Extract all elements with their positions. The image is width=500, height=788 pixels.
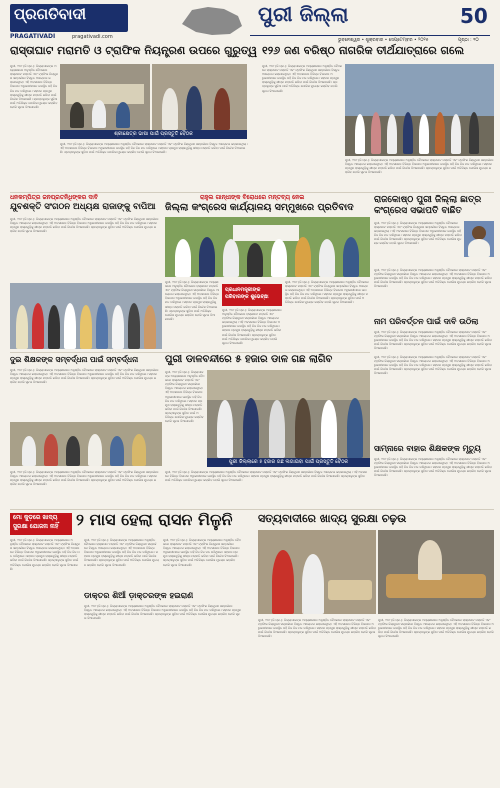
headline-student: କଂଗ୍ରେସ ସଭାପତି ବାଛିତ bbox=[374, 206, 462, 216]
photo-meeting bbox=[60, 64, 150, 130]
headline-food-safety: ସତ୍ୟବାଦୀରେ ଖାଦ୍ୟ ସୁରକ୍ଷା ଚଢ଼ଉ bbox=[258, 512, 407, 525]
section-title: ପୁରୀ ଜିଲ୍ଲା bbox=[258, 2, 349, 26]
article-text: ପୁରୀ, ୨୨ା୯ (ନି.ପ୍ର.): ଜିଲ୍ଲାପାଳଙ୍କ ଅଧ୍ୟକ୍ଷତାରେ ଅନୁଷ୍ଠିତ ବୈଠକରେ ରାସ୍ତାଘାଟ ମରାମତି ଏବଂ ଟ୍ରାଫିକ ନିୟନ୍ତ୍ରଣ ସମ୍ପର୍କରେ ବିସ୍ତୃତ ଆଲୋଚନା କରାଯାଇଥିଲା। ଏହି ଅବସରରେ ବିଭିନ୍ନ ବିଭାଗର ଅଧିକାରୀମାନେ ଉପସ୍ଥିତ ରହି ନିଜ ନିଜ ମତ ରଖିଥିଲେ। ସହରର ପ୍ରମୁଖ ରାସ୍ତାଗୁଡ଼ିକୁ ଶୀଘ୍ର ମରାମତି କରିବା ପାଇଁ ନିର୍ଦ୍ଦେଶ ଦିଆଯାଇଛି। ଶ୍ରଦ୍ଧାଳୁଙ୍କ ସୁବିଧା ପାଇଁ ଅତିରିକ୍ତ ପୋଲିସ ମୁତୟନ କରାଯିବ ବୋଲି ସୂଚନା ଦିଆଯାଇଛି। bbox=[374, 355, 492, 376]
article-text: ପୁରୀ, ୨୨ା୯ (ନି.ପ୍ର.): ଜିଲ୍ଲାପାଳଙ୍କ ଅଧ୍ୟକ୍ଷତାରେ ଅନୁଷ୍ଠିତ ବୈଠକରେ ରାସ୍ତାଘାଟ ମରାମତି ଏବଂ ଟ୍ରାଫିକ ନିୟନ୍ତ୍ରଣ ସମ୍ପର୍କରେ ବିସ୍ତୃତ ଆଲୋଚନା କରାଯାଇଥିଲା। ଏହି ଅବସରରେ ବିଭିନ୍ନ ବିଭାଗର ଅଧିକାରୀମାନେ ଉପସ୍ଥିତ ରହି ନିଜ ନିଜ ମତ ରଖିଥିଲେ। ସହରର ପ୍ରମୁଖ ରାସ୍ତାଗୁଡ଼ିକୁ ଶୀଘ୍ର ମରାମତି କରିବା ପାଇଁ ନିର୍ଦ୍ଦେଶ ଦିଆଯାଇଛି। ଶ୍ରଦ୍ଧାଳୁଙ୍କ ସୁବିଧା ପାଇଁ ଅତିରିକ୍ତ ପୋଲିସ ମୁତୟନ କରାଯିବ ବୋଲି ସୂଚନା ଦିଆଯାଇଛି। bbox=[374, 457, 492, 478]
headline-rename: ନାମ ପରିବର୍ତ୍ତନ ପାଇଁ ଦାବି ଉଠିଲା bbox=[374, 317, 479, 326]
caption-meeting: ଶ୍ରୀକ୍ଷେତ୍ର ଭାଷା ପାଇଁ ପ୍ରସ୍ତୁତି ବୈଠକ bbox=[60, 130, 247, 139]
pm-box bbox=[222, 284, 282, 306]
article-text: ପୁରୀ, ୨୨ା୯ (ନି.ପ୍ର.): ଜିଲ୍ଲାପାଳଙ୍କ ଅଧ୍ୟକ୍ଷତାରେ ଅନୁଷ୍ଠିତ ବୈଠକରେ ରାସ୍ତାଘାଟ ମରାମତି ଏବଂ ଟ୍ରାଫିକ ନିୟନ୍ତ୍ରଣ ସମ୍ପର୍କରେ ବିସ୍ତୃତ ଆଲୋଚନା କରାଯାଇଥିଲା। ଏହି ଅବସରରେ ବିଭିନ୍ନ ବିଭାଗର ଅଧିକାରୀମାନେ ଉପସ୍ଥିତ ରହି ନିଜ ନିଜ ମତ ରଖିଥିଲେ। ସହରର ପ୍ରମୁଖ ରାସ୍ତାଗୁଡ଼ିକୁ ଶୀଘ୍ର ମରାମତି କରିବା ପାଇଁ ନିର୍ଦ୍ଦେଶ ଦିଆଯାଇଛି। ଶ୍ରଦ୍ଧାଳୁଙ୍କ ସୁବିଧା ପାଇଁ ଅତିରିକ୍ତ ପୋଲିସ ମୁତୟନ କରାଯିବ ବୋଲି ସୂଚନା ଦିଆଯାଇଛି। bbox=[10, 217, 159, 234]
headline-student: ରାଜକୋଷ୍ଠ ପୁରୀ ଜିଲ୍ଲା ଛାତ୍ର bbox=[374, 195, 482, 205]
photo-protest bbox=[165, 217, 370, 277]
caption-tree-meeting: ପୁରୀ ଜିଲ୍ଲାରେ ୫ ହଜାର ଗଛ ଲଗାଇବା ପାଇଁ ପ୍ରସ୍ତୁତି ବୈଠକ bbox=[207, 458, 370, 467]
photo-youth-group bbox=[10, 283, 162, 349]
article-text: ପୁରୀ, ୨୨ା୯ (ନି.ପ୍ର.): ଜିଲ୍ଲାପାଳଙ୍କ ଅଧ୍ୟକ୍ଷତାରେ ଅନୁଷ୍ଠିତ ବୈଠକରେ ରାସ୍ତାଘାଟ ମରାମତି ଏବଂ ଟ୍ରାଫିକ ନିୟନ୍ତ୍ରଣ ସମ୍ପର୍କରେ ବିସ୍ତୃତ ଆଲୋଚନା କରାଯାଇଥିଲା। ଏହି ଅବସରରେ ବିଭିନ୍ନ ବିଭାଗର ଅଧିକାରୀମାନେ ଉପସ୍ଥିତ ରହି ନିଜ ନିଜ ମତ ରଖିଥିଲେ। ସହରର ପ୍ରମୁଖ ରାସ୍ତାଗୁଡ଼ିକୁ ଶୀଘ୍ର ମରାମତି କରିବା ପାଇଁ ନିର୍ଦ୍ଦେଶ ଦିଆଯାଇଛି। ଶ୍ରଦ୍ଧାଳୁଙ୍କ ସୁବିଧା ପାଇଁ ଅତିରିକ୍ତ ପୋଲିସ ମୁତୟନ କରାଯିବ ବୋଲି ସୂଚନା ଦିଆଯାଇଛି। bbox=[345, 158, 494, 175]
article-text: ପୁରୀ, ୨୨ା୯ (ନି.ପ୍ର.): ଜିଲ୍ଲାପାଳଙ୍କ ଅଧ୍ୟକ୍ଷତାରେ ଅନୁଷ୍ଠିତ ବୈଠକରେ ରାସ୍ତାଘାଟ ମରାମତି ଏବଂ ଟ୍ରାଫିକ ନିୟନ୍ତ୍ରଣ ସମ୍ପର୍କରେ ବିସ୍ତୃତ ଆଲୋଚନା କରାଯାଇଥିଲା। ଏହି ଅବସରରେ ବିଭିନ୍ନ ବିଭାଗର ଅଧିକାରୀମାନେ ଉପସ୍ଥିତ ରହି ନିଜ ନିଜ ମତ ରଖିଥିଲେ। ସହରର ପ୍ରମୁଖ ରାସ୍ତାଗୁଡ଼ିକୁ ଶୀଘ୍ର ମରାମତି କରିବା ପାଇଁ ନିର୍ଦ୍ଦେଶ ଦିଆଯାଇଛି। ଶ୍ରଦ୍ଧାଳୁଙ୍କ ସୁବିଧା ପାଇଁ ଅତିରିକ୍ତ ପୋଲିସ ମୁତୟନ କରାଯିବ ବୋଲି ସୂଚନା ଦିଆଯାଇଛି। bbox=[10, 64, 59, 109]
dateline: ଭୁବନେଶ୍ୱର • ଶୁକ୍ରବାର • ସେପ୍ଟେମ୍ବର • ୨୦୨୫ bbox=[338, 38, 429, 43]
article-text: ପୁରୀ, ୨୨ା୯ (ନି.ପ୍ର.): ଜିଲ୍ଲାପାଳଙ୍କ ଅଧ୍ୟକ୍ଷତାରେ ଅନୁଷ୍ଠିତ ବୈଠକରେ ରାସ୍ତାଘାଟ ମରାମତି ଏବଂ ଟ୍ରାଫିକ ନିୟନ୍ତ୍ରଣ ସମ୍ପର୍କରେ ବିସ୍ତୃତ ଆଲୋଚନା କରାଯାଇଥିଲା। ଏହି ଅବସରରେ ବିଭିନ୍ନ ବିଭାଗର ଅଧିକାରୀମାନେ ଉପସ୍ଥିତ ରହି ନିଜ ନିଜ ମତ ରଖିଥିଲେ। ସହରର ପ୍ରମୁଖ ରାସ୍ତାଗୁଡ଼ିକୁ ଶୀଘ୍ର ମରାମତି କରିବା ପାଇଁ ନିର୍ଦ୍ଦେଶ ଦିଆଯାଇଛି। ଶ୍ରଦ୍ଧାଳୁଙ୍କ ସୁବିଧା ପାଇଁ ଅତିରିକ୍ତ ପୋଲିସ ମୁତୟନ କରାଯିବ ବୋଲି ସୂଚନା ଦିଆଯାଇଛି। bbox=[10, 470, 159, 487]
anniversary-number: 50 bbox=[460, 4, 488, 28]
logo bbox=[10, 4, 128, 32]
headline-ration: ୨ ମାସ ହେଲା ରାସନ ମିଳୁନି bbox=[76, 510, 233, 529]
article-text: ପୁରୀ, ୨୨ା୯ (ନି.ପ୍ର.): ଜିଲ୍ଲାପାଳଙ୍କ ଅଧ୍ୟକ୍ଷତାରେ ଅନୁଷ୍ଠିତ ବୈଠକରେ ରାସ୍ତାଘାଟ ମରାମତି ଏବଂ ଟ୍ରାଫିକ ନିୟନ୍ତ୍ରଣ ସମ୍ପର୍କରେ ବିସ୍ତୃତ ଆଲୋଚନା କରାଯାଇଥିଲା। ଏହି ଅବସରରେ ବିଭିନ୍ନ ବିଭାଗର ଅଧିକାରୀମାନେ ଉପସ୍ଥିତ ରହି ନିଜ ନିଜ ମତ ରଖିଥିଲେ। ସହରର ପ୍ରମୁଖ ରାସ୍ତାଗୁଡ଼ିକୁ ଶୀଘ୍ର ମରାମତି କରିବା ପାଇଁ ନିର୍ଦ୍ଦେଶ ଦିଆଯାଇଛି। ଶ୍ରଦ୍ଧାଳୁଙ୍କ ସୁବିଧା ପାଇଁ ଅତିରିକ୍ତ ପୋଲିସ ମୁତୟନ କରାଯିବ ବୋଲି ସୂଚନା ଦିଆଯାଇଛି। bbox=[374, 268, 492, 289]
article-text: ପୁରୀ, ୨୨ା୯ (ନି.ପ୍ର.): ଜିଲ୍ଲାପାଳଙ୍କ ଅଧ୍ୟକ୍ଷତାରେ ଅନୁଷ୍ଠିତ ବୈଠକରେ ରାସ୍ତାଘାଟ ମରାମତି ଏବଂ ଟ୍ରାଫିକ ନିୟନ୍ତ୍ରଣ ସମ୍ପର୍କରେ ବିସ୍ତୃତ ଆଲୋଚନା କରାଯାଇଥିଲା। ଏହି ଅବସରରେ ବିଭିନ୍ନ ବିଭାଗର ଅଧିକାରୀମାନେ ଉପସ୍ଥିତ ରହି ନିଜ ନିଜ ମତ ରଖିଥିଲେ। ସହରର ପ୍ରମୁଖ ରାସ୍ତାଗୁଡ଼ିକୁ ଶୀଘ୍ର ମରାମତି କରିବା ପାଇଁ ନିର୍ଦ୍ଦେଶ ଦିଆଯାଇଛି। ଶ୍ରଦ୍ଧାଳୁଙ୍କ ସୁବିଧା ପାଇଁ ଅତିରିକ୍ତ ପୋଲିସ ମୁତୟନ କରାଯିବ ବୋଲି ସୂଚନା ଦିଆଯାଇଛି। bbox=[165, 370, 205, 424]
photo-tree-meeting bbox=[207, 370, 370, 458]
article-text: ପୁରୀ, ୨୨ା୯ (ନି.ପ୍ର.): ଜିଲ୍ଲାପାଳଙ୍କ ଅଧ୍ୟକ୍ଷତାରେ ଅନୁଷ୍ଠିତ ବୈଠକରେ ରାସ୍ତାଘାଟ ମରାମତି ଏବଂ ଟ୍ରାଫିକ ନିୟନ୍ତ୍ରଣ ସମ୍ପର୍କରେ ବିସ୍ତୃତ ଆଲୋଚନା କରାଯାଇଥିଲା। ଏହି ଅବସରରେ ବିଭିନ୍ନ ବିଭାଗର ଅଧିକାରୀମାନେ ଉପସ୍ଥିତ ରହି ନିଜ ନିଜ ମତ ରଖିଥିଲେ। ସହରର ପ୍ରମୁଖ ରାସ୍ତାଗୁଡ଼ିକୁ ଶୀଘ୍ର ମରାମତି କରିବା ପାଇଁ ନିର୍ଦ୍ଦେଶ ଦିଆଯାଇଛି। ଶ୍ରଦ୍ଧାଳୁଙ୍କ ସୁବିଧା ପାଇଁ ଅତିରିକ୍ତ ପୋଲିସ ମୁତୟନ କରାଯିବ ବୋଲି ସୂଚନା ଦିଆଯାଇଛି। bbox=[285, 280, 369, 305]
article-text: ପୁରୀ, ୨୨ା୯ (ନି.ପ୍ର.): ଜିଲ୍ଲାପାଳଙ୍କ ଅଧ୍ୟକ୍ଷତାରେ ଅନୁଷ୍ଠିତ ବୈଠକରେ ରାସ୍ତାଘାଟ ମରାମତି ଏବଂ ଟ୍ରାଫିକ ନିୟନ୍ତ୍ରଣ ସମ୍ପର୍କରେ ବିସ୍ତୃତ ଆଲୋଚନା କରାଯାଇଥିଲା। ଏହି ଅବସରରେ ବିଭିନ୍ନ ବିଭାଗର ଅଧିକାରୀମାନେ ଉପସ୍ଥିତ ରହି ନିଜ ନିଜ ମତ ରଖିଥିଲେ। ସହରର ପ୍ରମୁଖ ରାସ୍ତାଗୁଡ଼ିକୁ ଶୀଘ୍ର ମରାମତି କରିବା ପାଇଁ ନିର୍ଦ୍ଦେଶ ଦିଆଯାଇଛି। ଶ୍ରଦ୍ଧାଳୁଙ୍କ ସୁବିଧା ପାଇଁ ଅତିରିକ୍ତ ପୋଲିସ ମୁତୟନ କରାଯିବ ବୋଲି ସୂଚନା ଦିଆଯାଇଛି। bbox=[258, 618, 376, 639]
article-text: ପୁରୀ, ୨୨ା୯ (ନି.ପ୍ର.): ଜିଲ୍ଲାପାଳଙ୍କ ଅଧ୍ୟକ୍ଷତାରେ ଅନୁଷ୍ଠିତ ବୈଠକରେ ରାସ୍ତାଘାଟ ମରାମତି ଏବଂ ଟ୍ରାଫିକ ନିୟନ୍ତ୍ରଣ ସମ୍ପର୍କରେ ବିସ୍ତୃତ ଆଲୋଚନା କରାଯାଇଥିଲା। ଏହି ଅବସରରେ ବିଭିନ୍ନ ବିଭାଗର ଅଧିକାରୀମାନେ ଉପସ୍ଥିତ ରହି ନିଜ ନିଜ ମତ ରଖିଥିଲେ। ସହରର ପ୍ରମୁଖ ରାସ୍ତାଗୁଡ଼ିକୁ ଶୀଘ୍ର ମରାମତି କରିବା ପାଇଁ ନିର୍ଦ୍ଦେଶ ଦିଆଯାଇଛି। ଶ୍ରଦ୍ଧାଳୁଙ୍କ ସୁବିଧା ପାଇଁ ଅତିରିକ୍ତ ପୋଲିସ ମୁତୟନ କରାଯିବ ବୋଲି ସୂଚନା ଦିଆଯାଇଛି। bbox=[84, 538, 159, 567]
page-number: ପୃଷ୍ଠା : ୧୦ bbox=[458, 38, 479, 43]
logo-subtitle: PRAGATIVADI bbox=[10, 33, 56, 40]
kicker-congress: ରାହୁଲ ଗାନ୍ଧୀଙ୍କ ବିରୋଧରେ ମନ୍ତବ୍ୟ ନେଇ bbox=[200, 194, 305, 201]
article-text: ପୁରୀ, ୨୨ା୯ (ନି.ପ୍ର.): ଜିଲ୍ଲାପାଳଙ୍କ ଅଧ୍ୟକ୍ଷତାରେ ଅନୁଷ୍ଠିତ ବୈଠକରେ ରାସ୍ତାଘାଟ ମରାମତି ଏବଂ ଟ୍ରାଫିକ ନିୟନ୍ତ୍ରଣ ସମ୍ପର୍କରେ ବିସ୍ତୃତ ଆଲୋଚନା କରାଯାଇଥିଲା। ଏହି ଅବସରରେ ବିଭିନ୍ନ ବିଭାଗର ଅଧିକାରୀମାନେ ଉପସ୍ଥିତ ରହି ନିଜ ନିଜ ମତ ରଖିଥିଲେ। ସହରର ପ୍ରମୁଖ ରାସ୍ତାଗୁଡ଼ିକୁ ଶୀଘ୍ର ମରାମତି କରିବା ପାଇଁ ନିର୍ଦ୍ଦେଶ ଦିଆଯାଇଛି। ଶ୍ରଦ୍ଧାଳୁଙ୍କ ସୁବିଧା ପାଇଁ ଅତିରିକ୍ତ ପୋଲିସ ମୁତୟନ କରାଯିବ ବୋଲି ସୂଚନା ଦିଆଯାଇଛି। bbox=[84, 604, 241, 621]
divider bbox=[10, 192, 494, 193]
article-text: ପୁରୀ, ୨୨ା୯ (ନି.ପ୍ର.): ଜିଲ୍ଲାପାଳଙ୍କ ଅଧ୍ୟକ୍ଷତାରେ ଅନୁଷ୍ଠିତ ବୈଠକରେ ରାସ୍ତାଘାଟ ମରାମତି ଏବଂ ଟ୍ରାଫିକ ନିୟନ୍ତ୍ରଣ ସମ୍ପର୍କରେ ବିସ୍ତୃତ ଆଲୋଚନା କରାଯାଇଥିଲା। ଏହି ଅବସରରେ ବିଭିନ୍ନ ବିଭାଗର ଅଧିକାରୀମାନେ ଉପସ୍ଥିତ ରହି ନିଜ ନିଜ ମତ ରଖିଥିଲେ। ସହରର ପ୍ରମୁଖ ରାସ୍ତାଗୁଡ଼ିକୁ ଶୀଘ୍ର ମରାମତି କରିବା ପାଇଁ ନିର୍ଦ୍ଦେଶ ଦିଆଯାଇଛି। ଶ୍ରଦ୍ଧାଳୁଙ୍କ ସୁବିଧା ପାଇଁ ଅତିରିକ୍ତ ପୋଲିସ ମୁତୟନ କରାଯିବ ବୋଲି ସୂଚନା ଦିଆଯାଇଛି। bbox=[10, 368, 159, 385]
headline-pilgrimage: ୧୨୬ ଜଣ ବରିଷ୍ଠ ନାଗରିକ ତୀର୍ଥଯାତ୍ରାରେ ଗଲେ bbox=[262, 44, 465, 57]
headline-congress: ଜିଲ୍ଲା କଂଗ୍ରେସ କାର୍ଯ୍ୟାଳୟ ସମ୍ମୁଖରେ ପ୍ରତିବାଦ bbox=[165, 202, 354, 213]
divider bbox=[10, 352, 370, 353]
website-text: pragativadi.com bbox=[72, 34, 113, 40]
article-text: ପୁରୀ, ୨୨ା୯ (ନି.ପ୍ର.): ଜିଲ୍ଲାପାଳଙ୍କ ଅଧ୍ୟକ୍ଷତାରେ ଅନୁଷ୍ଠିତ ବୈଠକରେ ରାସ୍ତାଘାଟ ମରାମତି ଏବଂ ଟ୍ରାଫିକ ନିୟନ୍ତ୍ରଣ ସମ୍ପର୍କରେ ବିସ୍ତୃତ ଆଲୋଚନା କରାଯାଇଥିଲା। ଏହି ଅବସରରେ ବିଭିନ୍ନ ବିଭାଗର ଅଧିକାରୀମାନେ ଉପସ୍ଥିତ ରହି ନିଜ ନିଜ ମତ ରଖିଥିଲେ। ସହରର ପ୍ରମୁଖ ରାସ୍ତାଗୁଡ଼ିକୁ ଶୀଘ୍ର ମରାମତି କରିବା ପାଇଁ ନିର୍ଦ୍ଦେଶ ଦିଆଯାଇଛି। ଶ୍ରଦ୍ଧାଳୁଙ୍କ ସୁବିଧା ପାଇଁ ଅତିରିକ୍ତ ପୋଲିସ ମୁତୟନ କରାଯିବ ବୋଲି ସୂଚନା ଦିଆଯାଇଛି। bbox=[378, 618, 494, 639]
dateline-bar bbox=[250, 35, 490, 42]
ration-kicker-a: ମୋ କୁଡ଼ରେ ଖାଦ୍ୟ bbox=[13, 514, 58, 521]
article-text: ପୁରୀ, ୨୨ା୯ (ନି.ପ୍ର.): ଜିଲ୍ଲାପାଳଙ୍କ ଅଧ୍ୟକ୍ଷତାରେ ଅନୁଷ୍ଠିତ ବୈଠକରେ ରାସ୍ତାଘାଟ ମରାମତି ଏବଂ ଟ୍ରାଫିକ ନିୟନ୍ତ୍ରଣ ସମ୍ପର୍କରେ ବିସ୍ତୃତ ଆଲୋଚନା କରାଯାଇଥିଲା। ଏହି ଅବସରରେ ବିଭିନ୍ନ ବିଭାଗର ଅଧିକାରୀମାନେ ଉପସ୍ଥିତ ରହି ନିଜ ନିଜ ମତ ରଖିଥିଲେ। ସହରର ପ୍ରମୁଖ ରାସ୍ତାଗୁଡ଼ିକୁ ଶୀଘ୍ର ମରାମତି କରିବା ପାଇଁ ନିର୍ଦ୍ଦେଶ ଦିଆଯାଇଛି। ଶ୍ରଦ୍ଧାଳୁଙ୍କ ସୁବିଧା ପାଇଁ ଅତିରିକ୍ତ ପୋଲିସ ମୁତୟନ କରାଯିବ ବୋଲି ସୂଚନା ଦିଆଯାଇଛି। bbox=[163, 538, 241, 567]
odisha-map-icon bbox=[178, 4, 246, 38]
pm-caption: ପ୍ରଧାନମନ୍ତ୍ରୀଙ୍କ ପରିବାରଙ୍କ ଶୁଭେଚ୍ଛା bbox=[225, 287, 269, 300]
article-text: ପୁରୀ, ୨୨ା୯ (ନି.ପ୍ର.): ଜିଲ୍ଲାପାଳଙ୍କ ଅଧ୍ୟକ୍ଷତାରେ ଅନୁଷ୍ଠିତ ବୈଠକରେ ରାସ୍ତାଘାଟ ମରାମତି ଏବଂ ଟ୍ରାଫିକ ନିୟନ୍ତ୍ରଣ ସମ୍ପର୍କରେ ବିସ୍ତୃତ ଆଲୋଚନା କରାଯାଇଥିଲା। ଏହି ଅବସରରେ ବିଭିନ୍ନ ବିଭାଗର ଅଧିକାରୀମାନେ ଉପସ୍ଥିତ ରହି ନିଜ ନିଜ ମତ ରଖିଥିଲେ। ସହରର ପ୍ରମୁଖ ରାସ୍ତାଗୁଡ଼ିକୁ ଶୀଘ୍ର ମରାମତି କରିବା ପାଇଁ ନିର୍ଦ୍ଦେଶ ଦିଆଯାଇଛି। ଶ୍ରଦ୍ଧାଳୁଙ୍କ ସୁବିଧା ପାଇଁ ଅତିରିକ୍ତ ପୋଲିସ ମୁତୟନ କରାଯିବ ବୋଲି ସୂଚନା ଦିଆଯାଇଛି। bbox=[60, 142, 248, 155]
anniversary-badge bbox=[458, 3, 488, 33]
ration-kicker-box bbox=[10, 513, 72, 535]
masthead bbox=[0, 0, 500, 42]
article-text: ପୁରୀ, ୨୨ା୯ (ନି.ପ୍ର.): ଜିଲ୍ଲାପାଳଙ୍କ ଅଧ୍ୟକ୍ଷତାରେ ଅନୁଷ୍ଠିତ ବୈଠକରେ ରାସ୍ତାଘାଟ ମରାମତି ଏବଂ ଟ୍ରାଫିକ ନିୟନ୍ତ୍ରଣ ସମ୍ପର୍କରେ ବିସ୍ତୃତ ଆଲୋଚନା କରାଯାଇଥିଲା। ଏହି ଅବସରରେ ବିଭିନ୍ନ ବିଭାଗର ଅଧିକାରୀମାନେ ଉପସ୍ଥିତ ରହି ନିଜ ନିଜ ମତ ରଖିଥିଲେ। ସହରର ପ୍ରମୁଖ ରାସ୍ତାଗୁଡ଼ିକୁ ଶୀଘ୍ର ମରାମତି କରିବା ପାଇଁ ନିର୍ଦ୍ଦେଶ ଦିଆଯାଇଛି। ଶ୍ରଦ୍ଧାଳୁଙ୍କ ସୁବିଧା ପାଇଁ ଅତିରିକ୍ତ ପୋଲିସ ମୁତୟନ କରାଯିବ ବୋଲି ସୂଚନା ଦିଆଯାଇଛି। bbox=[222, 308, 282, 345]
photo-food-inspection-2 bbox=[378, 530, 494, 614]
article-text: ପୁରୀ, ୨୨ା୯ (ନି.ପ୍ର.): ଜିଲ୍ଲାପାଳଙ୍କ ଅଧ୍ୟକ୍ଷତାରେ ଅନୁଷ୍ଠିତ ବୈଠକରେ ରାସ୍ତାଘାଟ ମରାମତି ଏବଂ ଟ୍ରାଫିକ ନିୟନ୍ତ୍ରଣ ସମ୍ପର୍କରେ ବିସ୍ତୃତ ଆଲୋଚନା କରାଯାଇଥିଲା। ଏହି ଅବସରରେ ବିଭିନ୍ନ ବିଭାଗର ଅଧିକାରୀମାନେ ଉପସ୍ଥିତ ରହି ନିଜ ନିଜ ମତ ରଖିଥିଲେ। ସହରର ପ୍ରମୁଖ ରାସ୍ତାଗୁଡ଼ିକୁ ଶୀଘ୍ର ମରାମତି କରିବା ପାଇଁ ନିର୍ଦ୍ଦେଶ ଦିଆଯାଇଛି। ଶ୍ରଦ୍ଧାଳୁଙ୍କ ସୁବିଧା ପାଇଁ ଅତିରିକ୍ତ ପୋଲିସ ମୁତୟନ କରାଯିବ ବୋଲି ସୂଚନା ଦିଆଯାଇଛି। bbox=[165, 280, 220, 321]
photo-student-leader bbox=[464, 221, 494, 257]
photo-teachers bbox=[10, 422, 162, 466]
article-text: ପୁରୀ, ୨୨ା୯ (ନି.ପ୍ର.): ଜିଲ୍ଲାପାଳଙ୍କ ଅଧ୍ୟକ୍ଷତାରେ ଅନୁଷ୍ଠିତ ବୈଠକରେ ରାସ୍ତାଘାଟ ମରାମତି ଏବଂ ଟ୍ରାଫିକ ନିୟନ୍ତ୍ରଣ ସମ୍ପର୍କରେ ବିସ୍ତୃତ ଆଲୋଚନା କରାଯାଇଥିଲା। ଏହି ଅବସରରେ ବିଭିନ୍ନ ବିଭାଗର ଅଧିକାରୀମାନେ ଉପସ୍ଥିତ ରହି ନିଜ ନିଜ ମତ ରଖିଥିଲେ। ସହରର ପ୍ରମୁଖ ରାସ୍ତାଗୁଡ଼ିକୁ ଶୀଘ୍ର ମରାମତି କରିବା ପାଇଁ ନିର୍ଦ୍ଦେଶ ଦିଆଯାଇଛି। ଶ୍ରଦ୍ଧାଳୁଙ୍କ ସୁବିଧା ପାଇଁ ଅତିରିକ୍ତ ପୋଲିସ ମୁତୟନ କରାଯିବ ବୋଲି ସୂଚନା ଦିଆଯାଇଛି। bbox=[10, 538, 80, 571]
headline-trees: ପୁରୀ ଡାଳବନ୍ଦୀରେ ୫ ହଜାର ଡାଳ ଗଛ ଲାଗିବ bbox=[165, 354, 333, 365]
logo-text: ପ୍ରଗତିବାଦୀ bbox=[14, 5, 87, 23]
article-text: ପୁରୀ, ୨୨ା୯ (ନି.ପ୍ର.): ଜିଲ୍ଲାପାଳଙ୍କ ଅଧ୍ୟକ୍ଷତାରେ ଅନୁଷ୍ଠିତ ବୈଠକରେ ରାସ୍ତାଘାଟ ମରାମତି ଏବଂ ଟ୍ରାଫିକ ନିୟନ୍ତ୍ରଣ ସମ୍ପର୍କରେ ବିସ୍ତୃତ ଆଲୋଚନା କରାଯାଇଥିଲା। ଏହି ଅବସରରେ ବିଭିନ୍ନ ବିଭାଗର ଅଧିକାରୀମାନେ ଉପସ୍ଥିତ ରହି ନିଜ ନିଜ ମତ ରଖିଥିଲେ। ସହରର ପ୍ରମୁଖ ରାସ୍ତାଗୁଡ଼ିକୁ ଶୀଘ୍ର ମରାମତି କରିବା ପାଇଁ ନିର୍ଦ୍ଦେଶ ଦିଆଯାଇଛି। ଶ୍ରଦ୍ଧାଳୁଙ୍କ ସୁବିଧା ପାଇଁ ଅତିରିକ୍ତ ପୋଲିସ ମୁତୟନ କରାଯିବ ବୋଲି ସୂଚନା ଦିଆଯାଇଛି। bbox=[262, 64, 343, 93]
photo-pilgrims bbox=[345, 64, 494, 156]
headline-doctor: ଡାକ୍ତର ଶିଆଁ ଡ଼ାକ୍ତରଙ୍କ ହଇରାଣ bbox=[84, 591, 194, 600]
photo-officials bbox=[152, 64, 247, 130]
article-text: ପୁରୀ, ୨୨ା୯ (ନି.ପ୍ର.): ଜିଲ୍ଲାପାଳଙ୍କ ଅଧ୍ୟକ୍ଷତାରେ ଅନୁଷ୍ଠିତ ବୈଠକରେ ରାସ୍ତାଘାଟ ମରାମତି ଏବଂ ଟ୍ରାଫିକ ନିୟନ୍ତ୍ରଣ ସମ୍ପର୍କରେ ବିସ୍ତୃତ ଆଲୋଚନା କରାଯାଇଥିଲା। ଏହି ଅବସରରେ ବିଭିନ୍ନ ବିଭାଗର ଅଧିକାରୀମାନେ ଉପସ୍ଥିତ ରହି ନିଜ ନିଜ ମତ ରଖିଥିଲେ। ସହରର ପ୍ରମୁଖ ରାସ୍ତାଗୁଡ଼ିକୁ ଶୀଘ୍ର ମରାମତି କରିବା ପାଇଁ ନିର୍ଦ୍ଦେଶ ଦିଆଯାଇଛି। ଶ୍ରଦ୍ଧାଳୁଙ୍କ ସୁବିଧା ପାଇଁ ଅତିରିକ୍ତ ପୋଲିସ ମୁତୟନ କରାଯିବ ବୋଲି ସୂଚନା ଦିଆଯାଇଛି। bbox=[165, 470, 368, 483]
article-text: ପୁରୀ, ୨୨ା୯ (ନି.ପ୍ର.): ଜିଲ୍ଲାପାଳଙ୍କ ଅଧ୍ୟକ୍ଷତାରେ ଅନୁଷ୍ଠିତ ବୈଠକରେ ରାସ୍ତାଘାଟ ମରାମତି ଏବଂ ଟ୍ରାଫିକ ନିୟନ୍ତ୍ରଣ ସମ୍ପର୍କରେ ବିସ୍ତୃତ ଆଲୋଚନା କରାଯାଇଥିଲା। ଏହି ଅବସରରେ ବିଭିନ୍ନ ବିଭାଗର ଅଧିକାରୀମାନେ ଉପସ୍ଥିତ ରହି ନିଜ ନିଜ ମତ ରଖିଥିଲେ। ସହରର ପ୍ରମୁଖ ରାସ୍ତାଗୁଡ଼ିକୁ ଶୀଘ୍ର ମରାମତି କରିବା ପାଇଁ ନିର୍ଦ୍ଦେଶ ଦିଆଯାଇଛି। ଶ୍ରଦ୍ଧାଳୁଙ୍କ ସୁବିଧା ପାଇଁ ଅତିରିକ୍ତ ପୋଲିସ ମୁତୟନ କରାଯିବ ବୋଲି ସୂଚନା ଦିଆଯାଇଛି। bbox=[374, 330, 492, 351]
kicker-demand: ଧନକମ୍ପିତ୍ର ଜନପ୍ରତନିଧିଙ୍କର ଦାବି bbox=[10, 194, 98, 201]
article-text: ପୁରୀ, ୨୨ା୯ (ନି.ପ୍ର.): ଜିଲ୍ଲାପାଳଙ୍କ ଅଧ୍ୟକ୍ଷତାରେ ଅନୁଷ୍ଠିତ ବୈଠକରେ ରାସ୍ତାଘାଟ ମରାମତି ଏବଂ ଟ୍ରାଫିକ ନିୟନ୍ତ୍ରଣ ସମ୍ପର୍କରେ ବିସ୍ତୃତ ଆଲୋଚନା କରାଯାଇଥିଲା। ଏହି ଅବସରରେ ବିଭିନ୍ନ ବିଭାଗର ଅଧିକାରୀମାନେ ଉପସ୍ଥିତ ରହି ନିଜ ନିଜ ମତ ରଖିଥିଲେ। ସହରର ପ୍ରମୁଖ ରାସ୍ତାଗୁଡ଼ିକୁ ଶୀଘ୍ର ମରାମତି କରିବା ପାଇଁ ନିର୍ଦ୍ଦେଶ ଦିଆଯାଇଛି। ଶ୍ରଦ୍ଧାଳୁଙ୍କ ସୁବିଧା ପାଇଁ ଅତିରିକ୍ତ ପୋଲିସ ମୁତୟନ କରାଯିବ ବୋଲି ସୂଚନା ଦିଆଯାଇଛି। bbox=[374, 221, 462, 246]
headline-youth: ଯୁବଶକ୍ତି ସଂଗଠନ ଅଧ୍ୟକ୍ଷ ରାଜାଙ୍କୁ ବାପିଆ bbox=[10, 202, 156, 212]
headline-roads: ରାସ୍ତାଘାଟ ମରାମତି ଓ ଟ୍ରାଫିକ ନିୟନ୍ତ୍ରଣ ଉପରେ ଗୁରୁତ୍ୱ bbox=[10, 44, 258, 57]
ration-kicker-b: ସୁରକ୍ଷା ଯୋଜନା ନାହିଁ bbox=[13, 523, 59, 530]
headline-teachers: ଦୁଇ ଶିକ୍ଷକଙ୍କ ସମ୍ବର୍ଦ୍ଧନା ପାଇଁ ସମ୍ବର୍ଦ୍ଧନା bbox=[10, 355, 139, 364]
headline-death: ସାମ୍ନାରେ ବାହାର ଶିକ୍ଷକଙ୍କ ମୃତ୍ୟୁ bbox=[374, 444, 481, 453]
photo-food-inspection-1 bbox=[258, 530, 376, 614]
